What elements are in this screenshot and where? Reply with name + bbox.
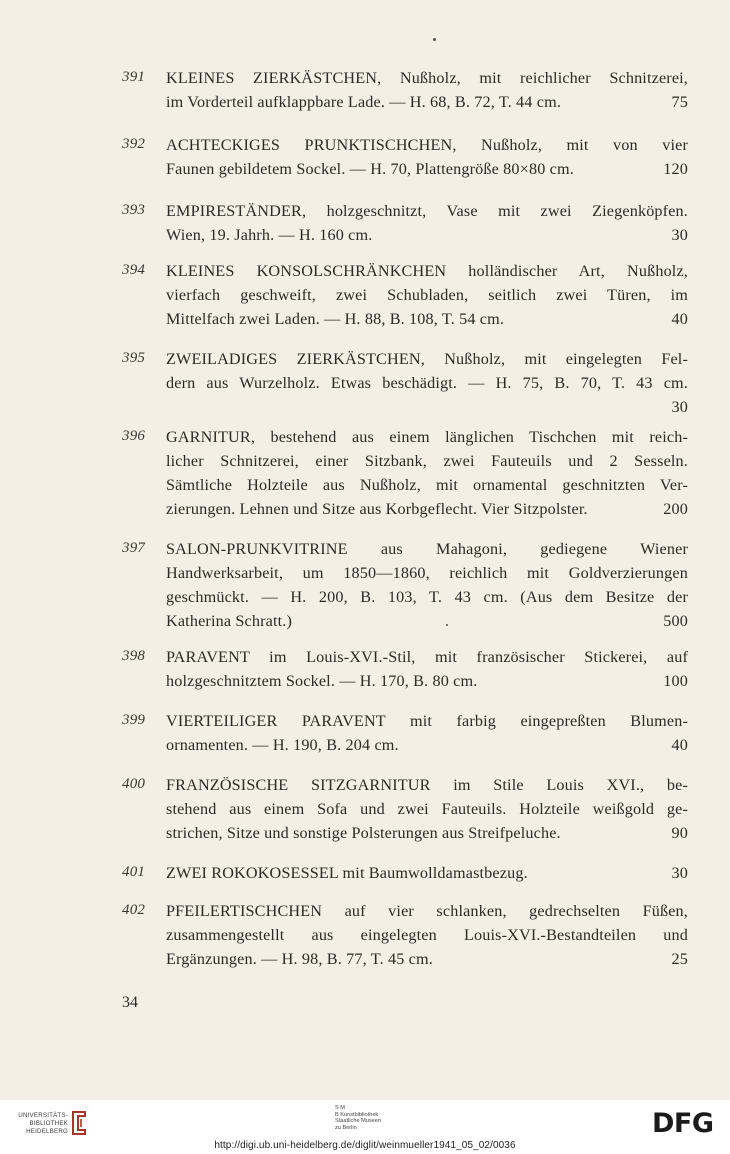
entry-line: Katherina Schratt.) (166, 612, 293, 630)
entry-line: zierungen. Lehnen und Sitze aus Korbgeflecht. Vier Sitzpolster. (166, 500, 588, 518)
entry-line: PFEILERTISCHCHEN auf vier schlanken, gedrechselten Füßen, (166, 902, 688, 920)
kunstbibliothek-label: S M B Kunstbibliothek Staatliche Museen zu Berlin (335, 1105, 382, 1131)
price: 75 (671, 93, 688, 111)
entry-line: Sämtliche Holzteile aus Nußholz, mit ornamental geschnitzten Ver- (166, 476, 688, 494)
price: 30 (671, 398, 688, 416)
price: 40 (671, 736, 688, 754)
entry-line: geschmückt. — H. 200, B. 103, T. 43 cm. (Aus dem Besitze der (166, 588, 688, 606)
lot-number: 395 (122, 350, 146, 366)
entry-line: Wien, 19. Jahrh. — H. 160 cm. (166, 226, 373, 244)
entry-line: KLEINES KONSOLSCHRÄNKCHEN holländischer Art, Nußholz, (166, 262, 688, 280)
lot-number: 393 (122, 202, 146, 218)
entry-line: ZWEILADIGES ZIERKÄSTCHEN, Nußholz, mit eingelegten Fel- (166, 350, 688, 368)
entry-line: holzgeschnitztem Sockel. — H. 170, B. 80 cm. (166, 672, 478, 690)
lot-number: 396 (122, 428, 146, 444)
lot-number: 401 (122, 864, 146, 880)
entry-line: im Vorderteil aufklappbare Lade. — H. 68, B. 72, T. 44 cm. (166, 93, 562, 111)
price: 500 (663, 612, 688, 630)
entry-line: Handwerksarbeit, um 1850—1860, reichlich mit Goldverzierungen (166, 564, 688, 582)
entry-line: EMPIRESTÄNDER, holzgeschnitzt, Vase mit zwei Ziegenköpfen. (166, 202, 688, 220)
page-number: 34 (122, 994, 138, 1011)
entry-line: stehend aus einem Sofa und zwei Fauteuils. Holzteile weißgold ge- (166, 800, 688, 818)
entry-line: vierfach geschweift, zwei Schubladen, seitlich zwei Türen, im (166, 286, 688, 304)
entry-line: licher Schnitzerei, einer Sitzbank, zwei Fauteuils und 2 Sesseln. (166, 452, 688, 470)
source-url-link[interactable]: http://digi.ub.uni-heidelberg.de/diglit/weinmueller1941_05_02/0036 (214, 1140, 516, 1151)
entry-line: ornamenten. — H. 190, B. 204 cm. (166, 736, 399, 754)
price: 90 (671, 824, 688, 842)
lot-number: 399 (122, 712, 146, 728)
price: 25 (671, 950, 688, 968)
entry-line: Faunen gebildetem Sockel. — H. 70, Plattengröße 80×80 cm. (166, 160, 574, 178)
lot-number: 397 (122, 540, 146, 556)
lot-number: 400 (122, 776, 146, 792)
entry-line: ACHTECKIGES PRUNKTISCHCHEN, Nußholz, mit von vier (166, 136, 688, 154)
price: 30 (671, 864, 688, 882)
price: 40 (671, 310, 688, 328)
entry-line: VIERTEILIGER PARAVENT mit farbig eingepreßten Blumen- (166, 712, 688, 730)
lot-number: 392 (122, 136, 146, 152)
footer (0, 1100, 730, 1154)
price: 120 (663, 160, 688, 178)
dfg-logo: DFG (652, 1108, 714, 1139)
entry-line: PARAVENT im Louis-XVI.-Stil, mit französischer Stickerei, auf (166, 648, 688, 666)
lot-number: 394 (122, 262, 146, 278)
entry-line: SALON-PRUNKVITRINE aus Mahagoni, gediegene Wiener (166, 540, 688, 558)
price: 100 (663, 672, 688, 690)
entry-line: zusammengestellt aus eingelegten Louis-XVI.-Bestandteilen und (166, 926, 688, 944)
entry-line: strichen, Sitze und sonstige Polsterungen aus Streifpeluche. (166, 824, 561, 842)
entry-line: GARNITUR, bestehend aus einem länglichen Tischchen mit reich- (166, 428, 688, 446)
ink-speck (446, 624, 448, 626)
lot-number: 391 (122, 69, 146, 85)
university-logo-icon (70, 1110, 88, 1136)
price: 30 (671, 226, 688, 244)
entry-line: Mittelfach zwei Laden. — H. 88, B. 108, T. 54 cm. (166, 310, 505, 328)
entry-line: FRANZÖSISCHE SITZGARNITUR im Stile Louis XVI., be- (166, 776, 688, 794)
ink-speck (433, 38, 436, 41)
price: 200 (663, 500, 688, 518)
entry-line: KLEINES ZIERKÄSTCHEN, Nußholz, mit reichlicher Schnitzerei, (166, 69, 688, 87)
entry-line: ZWEI ROKOKOSESSEL mit Baumwolldamastbezug. (166, 864, 528, 882)
entry-line: dern aus Wurzelholz. Etwas beschädigt. — H. 75, B. 70, T. 43 cm. (166, 374, 688, 392)
lot-number: 402 (122, 902, 146, 918)
university-library-label: UNIVERSITÄTS- BIBLIOTHEK HEIDELBERG (18, 1112, 68, 1135)
lot-number: 398 (122, 648, 146, 664)
entry-line: Ergänzungen. — H. 98, B. 77, T. 45 cm. (166, 950, 433, 968)
